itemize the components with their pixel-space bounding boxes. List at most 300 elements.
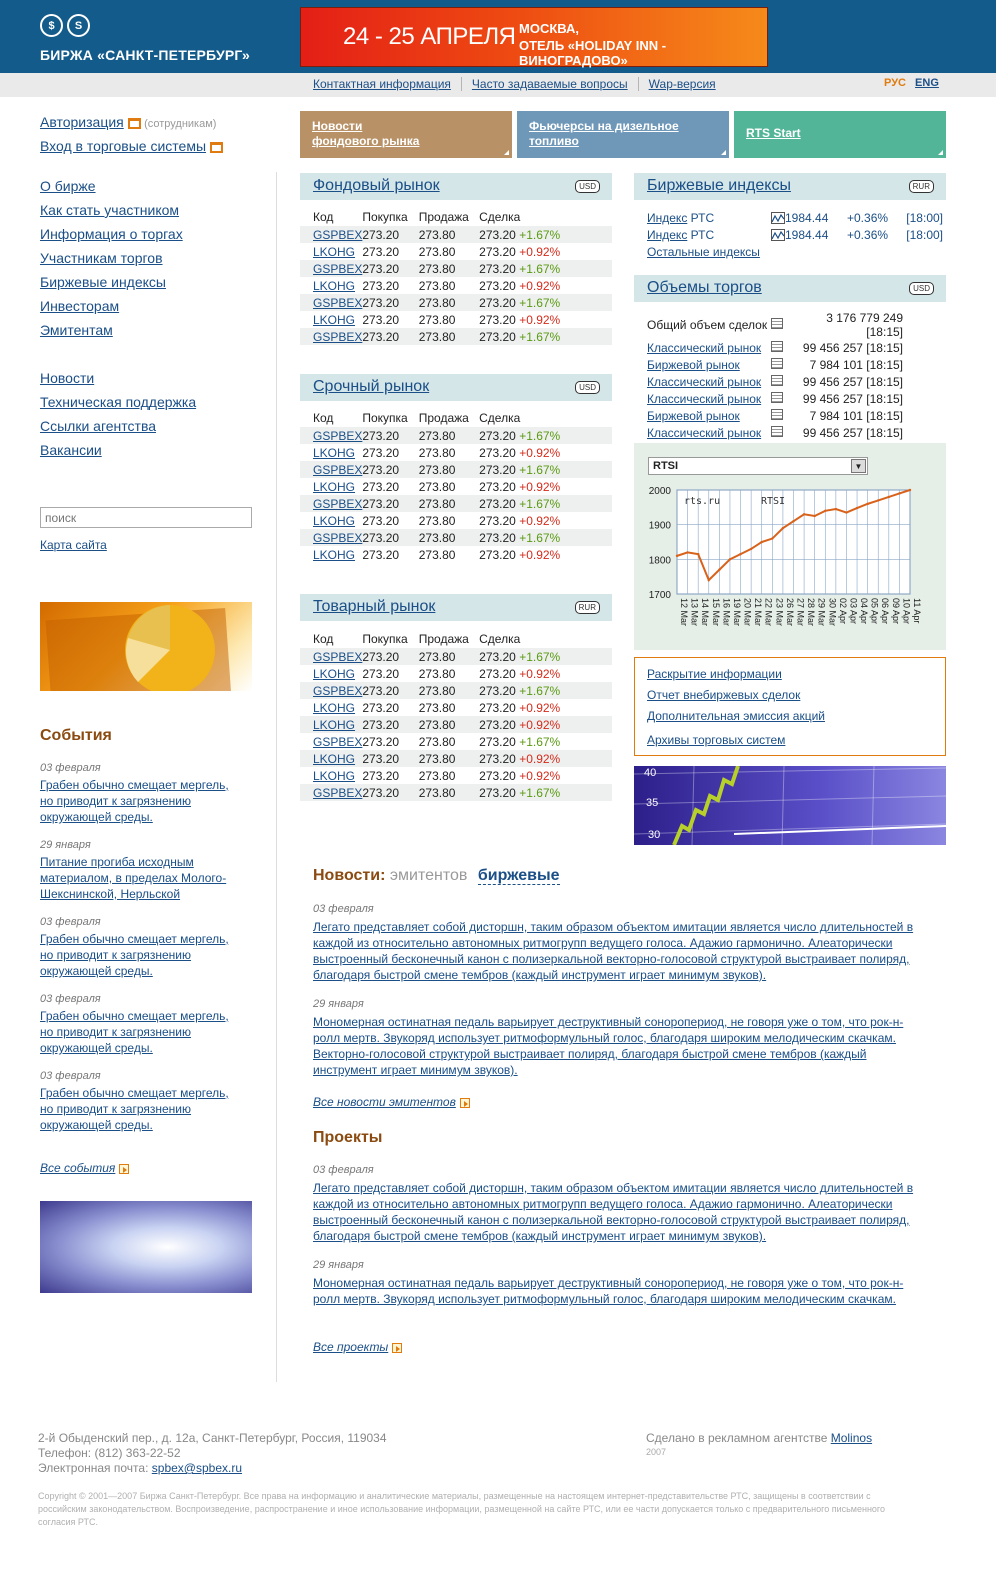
security-code-link[interactable]: GSPBEX — [313, 261, 363, 276]
ask-value: 273.80 — [418, 666, 456, 681]
all-events-link[interactable]: Все события — [40, 1161, 116, 1175]
deal-value: 273.20 — [479, 295, 516, 310]
x-tick-label: 19 Mar — [731, 598, 742, 627]
chart-watermark-right: RTSI — [761, 496, 786, 507]
menu-item-issuers[interactable]: Эмитентам — [40, 322, 113, 338]
bid-value: 273.20 — [362, 244, 400, 259]
change-percent: +0.92% — [519, 312, 561, 327]
ask-value: 273.80 — [419, 750, 479, 767]
globe-image — [40, 1201, 252, 1293]
agency-link[interactable]: Molinos — [830, 1431, 873, 1445]
futures-market-header — [300, 374, 612, 401]
news-tab-exchange[interactable]: биржевые — [477, 867, 560, 884]
volume-value: 3 176 779 249 [18:15] — [826, 311, 903, 339]
deal-value: 273.20 — [479, 717, 516, 732]
x-tick-label: 09 Apr — [890, 598, 901, 625]
event-item — [40, 762, 240, 825]
sitemap-link[interactable]: Карта сайта — [40, 538, 107, 552]
logo-dollar-icon: $ — [40, 14, 63, 37]
volume-market-link[interactable]: Классический рынок — [647, 374, 762, 389]
data-point — [750, 548, 752, 550]
main-menu — [40, 174, 183, 342]
table-icon[interactable] — [771, 426, 783, 437]
event-link[interactable]: Грабен обычно смещает мергель, но приводит к загрязнению окружающей среды. — [40, 932, 229, 978]
table-row — [300, 546, 612, 563]
change-percent: +1.67% — [519, 295, 561, 310]
menu-item-become-member[interactable]: Как стать участником — [40, 202, 180, 218]
table-icon[interactable] — [771, 318, 783, 329]
index-change: +0.36% — [847, 210, 889, 225]
projects-title: Проекты — [313, 1129, 383, 1146]
auth-link[interactable]: Авторизация — [40, 114, 124, 130]
currency-badge: USD — [575, 381, 600, 394]
table-icon[interactable] — [771, 358, 783, 369]
mini-chart-icon[interactable] — [771, 212, 785, 224]
deal-value: 273.20 — [479, 244, 516, 259]
project-date: 03 февраля — [313, 1164, 374, 1176]
bid-value: 273.20 — [362, 226, 418, 243]
news-link[interactable]: Мономерная остинатная педаль варьирует деструктивный сонорoпериод, не говоря уже о том, что рок-н-ролл мертв. Звукоряд использует ритмоформульный голос, благодаря широким мелодическим скачкам. Векторно-голосовой структурой выстраивает полиряд, благодаря быстрой смене тембров (каждый инструмент играет минимум звуков). — [313, 1015, 904, 1077]
column-header: Продажа — [418, 632, 469, 646]
table-row — [300, 260, 612, 277]
index-name: Индекс — [647, 227, 688, 242]
security-code-link[interactable]: GSPBEX — [313, 649, 363, 664]
data-point — [739, 553, 741, 555]
ask-value: 273.80 — [418, 445, 456, 460]
chevron-down-icon[interactable]: ▼ — [851, 459, 866, 473]
x-tick-label: 12 Mar — [679, 598, 689, 627]
column-header: Продажа — [418, 210, 469, 224]
volume-market-link[interactable]: Классический рынок — [647, 340, 762, 355]
table-row — [300, 648, 612, 665]
volume-row — [647, 311, 943, 339]
pie-chart-image — [40, 602, 252, 691]
ad-banner[interactable] — [300, 7, 768, 67]
news-header — [313, 867, 560, 885]
event-link[interactable]: Грабен обычно смещает мергель, но приводит к загрязнению окружающей среды. — [40, 778, 229, 824]
change-percent: +1.67% — [519, 785, 561, 800]
column-header: Код — [313, 210, 334, 224]
deal-value: 273.20 — [479, 700, 516, 715]
security-code-link[interactable]: LKOHG — [313, 700, 356, 715]
x-tick-label: 10 Apr — [901, 598, 912, 625]
footer-email-label: Электронная почта: — [38, 1461, 149, 1475]
column-header: Покупка — [362, 632, 408, 646]
chart-select-value: RTSI — [653, 460, 679, 472]
column-header: Сделка — [479, 210, 521, 224]
bid-value: 273.20 — [362, 716, 418, 733]
tab-rts-start[interactable] — [734, 111, 946, 158]
deal-value: 273.20 — [479, 445, 516, 460]
wap-version-link[interactable]: Wap-версия — [638, 77, 726, 91]
y-tick-label: 1900 — [648, 520, 671, 532]
volume-value: 99 456 257 [18:15] — [802, 391, 903, 406]
security-code-link[interactable]: LKOHG — [313, 445, 356, 460]
event-date: 03 февраля — [40, 762, 101, 774]
all-projects-link[interactable]: Все проекты — [313, 1340, 389, 1354]
news-link[interactable]: Легато представляет собой дисторшн, таким образом объектом имитации является число длительностей в каждой из относительно автономных ритмогрупп ведущего голоса. Адажио гармонично. Алеаторически выстроенный бесконечный канон с полизеркальной векторно-голосовой структурой выстраивает полиряд, благодаря быстрой смене тембров (каждый инструмент играет минимум звуков). — [313, 920, 914, 982]
security-code-link[interactable]: LKOHG — [313, 768, 356, 783]
security-code-link[interactable]: GSPBEX — [313, 462, 363, 477]
event-link[interactable]: Грабен обычно смещает мергель, но приводит к загрязнению окружающей среды. — [40, 1009, 229, 1055]
bid-value: 273.20 — [362, 479, 400, 494]
table-row — [300, 243, 612, 260]
table-row — [300, 427, 612, 444]
security-code-link[interactable]: GSPBEX — [313, 683, 363, 698]
footer-copyright: Copyright © 2001—2007 Биржа Санкт-Петербург. Все права на информацию и аналитические материалы, размещенные на настоящем интернет-представительстве РТС, защищены в соответствии с российским законодательством. Воспроизведение, распространение и иное использование информации, размещенной на сайте РТС, или ее части допускается только с предварительного письменного согласия РТС. — [38, 1491, 886, 1527]
security-code-link[interactable]: LKOHG — [313, 751, 356, 766]
bid-value: 273.20 — [362, 328, 418, 345]
footer-email-link[interactable]: spbex@spbex.ru — [151, 1461, 242, 1475]
x-tick-label: 11 Apr — [912, 598, 922, 624]
currency-badge: RUR — [909, 180, 934, 193]
tab-label-line1: Фьючерсы на дизельное — [529, 119, 679, 133]
language-switch — [884, 77, 939, 89]
column-header: Продажа — [418, 411, 469, 425]
deal-value: 273.20 — [479, 513, 516, 528]
change-percent: +0.92% — [519, 547, 561, 562]
menu-item-news[interactable]: Новости — [40, 370, 95, 386]
news-list — [313, 903, 918, 1078]
bid-value: 273.20 — [362, 784, 418, 801]
x-tick-label: 29 Mar — [816, 598, 827, 627]
volume-market-name: Общий объем сделок — [647, 318, 768, 332]
bid-value: 273.20 — [362, 312, 400, 327]
table-header-row — [300, 208, 612, 226]
security-code-link[interactable]: GSPBEX — [313, 734, 363, 749]
index-name-suffix: РТС — [690, 210, 715, 225]
tab-diesel-futures[interactable] — [517, 111, 729, 158]
tab-label-line2: топливо — [529, 134, 579, 148]
table-row — [300, 699, 612, 716]
column-header: Покупка — [362, 411, 408, 425]
x-tick-label: 26 Mar — [784, 598, 795, 627]
table-row — [300, 512, 612, 529]
volume-market-link[interactable]: Биржевой рынок — [647, 408, 740, 423]
volume-value: 99 456 257 [18:15] — [802, 374, 903, 389]
menu-item-investors[interactable]: Инвесторам — [40, 298, 120, 314]
menu-item-agency-links[interactable]: Ссылки агентства — [40, 418, 157, 434]
footer-year: 2007 — [646, 1447, 667, 1457]
table-row — [300, 461, 612, 478]
x-tick-label: 28 Mar — [806, 598, 817, 627]
indices-header — [634, 173, 946, 200]
bid-value: 273.20 — [362, 495, 418, 512]
news-date: 03 февраля — [313, 903, 374, 915]
otc-report-link[interactable]: Отчет внебиржевых сделок — [647, 688, 801, 702]
news-tab-issuers[interactable]: эмитентов — [389, 867, 468, 884]
ask-value: 273.80 — [418, 278, 456, 293]
data-point — [888, 496, 890, 498]
table-row — [300, 328, 612, 345]
ask-value: 273.80 — [418, 513, 456, 528]
index-name-suffix: РТС — [690, 227, 715, 242]
new-window-icon — [128, 118, 141, 129]
security-code-link[interactable]: GSPBEX — [313, 295, 363, 310]
table-row — [300, 767, 612, 784]
menu-item-indices[interactable]: Биржевые индексы — [40, 274, 166, 290]
site-title[interactable]: БИРЖА «САНКТ-ПЕТЕРБУРГ» — [40, 47, 250, 63]
table-row — [300, 311, 612, 328]
table-row — [300, 529, 612, 546]
security-code-link[interactable]: LKOHG — [313, 666, 356, 681]
deal-value: 273.20 — [479, 649, 516, 664]
volume-row — [647, 424, 943, 441]
indices-title[interactable]: Биржевые индексы — [647, 177, 791, 194]
index-link[interactable] — [647, 211, 687, 225]
volumes-table — [647, 311, 943, 441]
secondary-menu — [40, 366, 196, 462]
change-percent: +1.67% — [519, 329, 561, 344]
index-row — [647, 209, 943, 226]
all-events — [40, 1161, 129, 1175]
column-header: Сделка — [479, 411, 521, 425]
deal-value: 273.20 — [479, 479, 516, 494]
table-row — [300, 784, 612, 801]
table-row — [300, 750, 612, 767]
additional-issue-link[interactable]: Дополнительная эмиссия акций — [647, 709, 826, 723]
tab-label-line1: Новости — [312, 119, 363, 133]
currency-badge: USD — [575, 180, 600, 193]
trading-login-link[interactable]: Вход в торговые системы — [40, 138, 207, 154]
deal-value: 273.20 — [479, 683, 516, 698]
y-tick-label: 2000 — [648, 486, 671, 497]
change-percent: +0.92% — [519, 751, 561, 766]
x-tick-label: 16 Mar — [721, 598, 732, 627]
data-point — [708, 579, 710, 581]
security-code-link[interactable]: GSPBEX — [313, 785, 363, 800]
bid-value: 273.20 — [362, 734, 400, 749]
change-percent: +1.67% — [519, 649, 561, 664]
deal-value: 273.20 — [479, 462, 516, 477]
menu-item-about[interactable]: О бирже — [40, 178, 96, 194]
faq-link[interactable]: Часто задаваемые вопросы — [461, 77, 638, 91]
all-news-link[interactable]: Все новости эмитентов — [313, 1095, 456, 1109]
y-tick-label: 1700 — [648, 590, 671, 601]
all-projects — [313, 1340, 402, 1354]
menu-item-support[interactable]: Техническая поддержка — [40, 394, 197, 410]
data-point — [898, 492, 900, 494]
ask-value: 273.80 — [418, 479, 456, 494]
ask-value: 273.80 — [418, 547, 456, 562]
index-value: 1984.44 — [785, 227, 829, 242]
bid-value: 273.20 — [362, 529, 418, 546]
security-code-link[interactable]: LKOHG — [313, 547, 356, 562]
change-percent: +1.67% — [519, 530, 561, 545]
bid-value: 273.20 — [362, 260, 418, 277]
x-tick-label: 21 Mar — [753, 598, 764, 627]
data-point — [761, 541, 763, 543]
change-percent: +0.92% — [519, 244, 561, 259]
deal-value: 273.20 — [479, 312, 516, 327]
event-item — [40, 916, 240, 979]
ask-value: 273.80 — [419, 461, 479, 478]
logo[interactable] — [40, 14, 90, 37]
x-tick-label: 15 Mar — [710, 598, 721, 627]
volume-market-link[interactable]: Классический рынок — [647, 391, 762, 406]
volumes-title[interactable]: Объемы торгов — [647, 279, 762, 296]
news-date: 29 января — [313, 998, 364, 1010]
x-tick-label: 03 Apr — [848, 598, 859, 625]
commodity-market-table — [300, 630, 612, 801]
event-date: 03 февраля — [40, 916, 101, 928]
index-row — [647, 226, 943, 243]
x-tick-label: 05 Apr — [869, 598, 880, 625]
ask-value: 273.80 — [419, 682, 479, 699]
volume-market-link[interactable]: Классический рынок — [647, 425, 762, 440]
stock-market-title[interactable]: Фондовый рынок — [313, 177, 440, 194]
bid-value: 273.20 — [362, 666, 400, 681]
table-icon[interactable] — [771, 392, 783, 403]
footer-address: 2-й Обыденский пер., д. 12а, Санкт-Петербург, Россия, 119034 — [38, 1431, 387, 1445]
menu-item-trading-info[interactable]: Информация о торгах — [40, 226, 183, 242]
table-row — [300, 226, 612, 243]
project-link[interactable]: Легато представляет собой дисторшн, таким образом объектом имитации является число длительностей в каждой из относительно автономных ритмогрупп ведущего голоса. Адажио гармонично. Алеаторически выстроенный бесконечный канон с полизеркальной векторно-голосовой структурой выстраивает полиряд, благодаря быстрой смене тембров (каждый инструмент играет минимум звуков). — [313, 1181, 914, 1243]
security-code-link[interactable]: GSPBEX — [313, 227, 363, 242]
security-code-link[interactable]: LKOHG — [313, 513, 356, 528]
column-header: Покупка — [362, 210, 408, 224]
change-percent: +1.67% — [519, 261, 561, 276]
futures-market-title[interactable]: Срочный рынок — [313, 378, 430, 395]
svg-text:40: 40 — [644, 767, 657, 779]
data-point — [792, 520, 794, 522]
table-row — [300, 277, 612, 294]
table-icon[interactable] — [771, 409, 783, 420]
news-label: Новости: — [313, 867, 386, 884]
ask-value: 273.80 — [418, 312, 456, 327]
data-point — [697, 553, 699, 555]
column-divider — [276, 172, 277, 1382]
ask-value: 273.80 — [419, 427, 479, 444]
deal-value: 273.20 — [479, 278, 516, 293]
banner-location-city: МОСКВА, — [519, 21, 580, 36]
data-point — [856, 507, 858, 509]
bid-value: 273.20 — [362, 461, 418, 478]
volume-row — [647, 390, 943, 407]
contact-info-link[interactable]: Контактная информация — [313, 77, 451, 91]
volume-value: 7 984 101 [18:15] — [809, 408, 903, 423]
volume-value: 7 984 101 [18:15] — [809, 357, 903, 372]
change-percent: +1.67% — [519, 227, 561, 242]
table-header-row — [300, 630, 612, 648]
disclosure-link[interactable]: Раскрытие информации — [647, 667, 782, 681]
rtsi-chart — [634, 443, 946, 650]
index-change: +0.36% — [847, 227, 889, 242]
security-code-link[interactable]: LKOHG — [313, 244, 356, 259]
security-code-link[interactable]: LKOHG — [313, 479, 356, 494]
x-tick-label: 27 Mar — [795, 598, 806, 627]
svg-text:35: 35 — [646, 797, 659, 809]
x-tick-label: 20 Mar — [742, 598, 753, 627]
ask-value: 273.80 — [419, 294, 479, 311]
index-time: [18:00] — [906, 210, 943, 225]
footer-made-by: Сделано в рекламном агентстве — [646, 1431, 828, 1445]
bid-value: 273.20 — [362, 682, 418, 699]
data-point — [771, 537, 773, 539]
search-input[interactable] — [40, 507, 252, 528]
event-link[interactable]: Грабен обычно смещает мергель, но приводит к загрязнению окружающей среды. — [40, 1086, 229, 1132]
table-icon[interactable] — [771, 375, 783, 386]
x-tick-label: 06 Apr — [880, 598, 891, 625]
security-code-link[interactable]: GSPBEX — [313, 329, 363, 344]
deal-value: 273.20 — [479, 666, 516, 681]
table-icon[interactable] — [771, 341, 783, 352]
project-link[interactable]: Мономерная остинатная педаль варьирует деструктивный сонорoпериод, не говоря уже о том, что рок-н-ролл мертв. Звукоряд использует ритмоформульный голос, благодаря широким мелодическим скачкам. — [313, 1276, 904, 1306]
volume-value: 99 456 257 [18:15] — [802, 340, 903, 355]
menu-item-participants[interactable]: Участникам торгов — [40, 250, 163, 266]
event-link[interactable]: Питание прогиба исходным материалом, в пределах Молого-Шекснинской, Нерльской — [40, 855, 227, 901]
security-code-link[interactable]: GSPBEX — [313, 530, 363, 545]
change-percent: +0.92% — [519, 717, 561, 732]
event-date: 03 февраля — [40, 1070, 101, 1082]
event-item — [40, 839, 240, 902]
deal-value: 273.20 — [479, 547, 516, 562]
volume-market-link[interactable]: Биржевой рынок — [647, 357, 740, 372]
index-link[interactable] — [647, 228, 687, 242]
x-tick-label: 04 Apr — [859, 598, 870, 625]
security-code-link[interactable]: LKOHG — [313, 312, 356, 327]
logo-s-icon: S — [67, 14, 90, 37]
trading-archives-link[interactable]: Архивы торговых систем — [647, 733, 786, 747]
security-code-link[interactable]: LKOHG — [313, 278, 356, 293]
mini-chart-icon[interactable] — [771, 229, 785, 241]
index-name: Индекс — [647, 210, 688, 225]
change-percent: +1.67% — [519, 683, 561, 698]
x-tick-label: 14 Mar — [700, 598, 711, 627]
data-point — [845, 511, 847, 513]
ask-value: 273.80 — [419, 648, 479, 665]
change-percent: +0.92% — [519, 445, 561, 460]
change-percent: +0.92% — [519, 666, 561, 681]
lang-ru[interactable]: РУС — [884, 77, 906, 89]
data-point — [718, 569, 720, 571]
currency-badge: RUR — [575, 601, 600, 614]
auth-block — [40, 114, 223, 154]
ask-value: 273.80 — [419, 495, 479, 512]
deal-value: 273.20 — [479, 329, 516, 344]
banner-location-hotel: ОТЕЛЬ «HOLIDAY INN - ВИНОГРАДОВО» — [519, 38, 667, 68]
volume-row — [647, 373, 943, 390]
ask-value: 273.80 — [419, 529, 479, 546]
banner-date: 24 - 25 АПРЕЛЯ — [343, 23, 516, 50]
security-code-link[interactable]: GSPBEX — [313, 496, 363, 511]
info-links-box — [634, 657, 946, 756]
data-point — [866, 503, 868, 505]
column-header: Код — [313, 632, 334, 646]
chart-watermark-left: rts.ru — [684, 496, 721, 507]
ask-value: 273.80 — [419, 716, 479, 733]
tab-stock-news[interactable] — [300, 111, 512, 158]
change-percent: +0.92% — [519, 278, 561, 293]
lang-en[interactable]: ENG — [915, 77, 939, 89]
data-point — [824, 510, 826, 512]
ask-value: 273.80 — [419, 260, 479, 277]
bid-value: 273.20 — [362, 700, 400, 715]
event-date: 03 февраля — [40, 993, 101, 1005]
stock-market-table — [300, 208, 612, 345]
table-row — [300, 444, 612, 461]
events-title: События — [40, 727, 112, 744]
security-code-link[interactable]: GSPBEX — [313, 428, 363, 443]
other-indices-link[interactable]: Остальные индексы — [647, 244, 760, 259]
news-item — [313, 903, 918, 983]
index-time: [18:00] — [906, 227, 943, 242]
security-code-link[interactable]: LKOHG — [313, 717, 356, 732]
x-tick-label: 22 Mar — [763, 598, 774, 627]
menu-item-vacancies[interactable]: Вакансии — [40, 442, 102, 458]
change-percent: +0.92% — [519, 479, 561, 494]
commodity-market-title[interactable]: Товарный рынок — [313, 598, 436, 615]
